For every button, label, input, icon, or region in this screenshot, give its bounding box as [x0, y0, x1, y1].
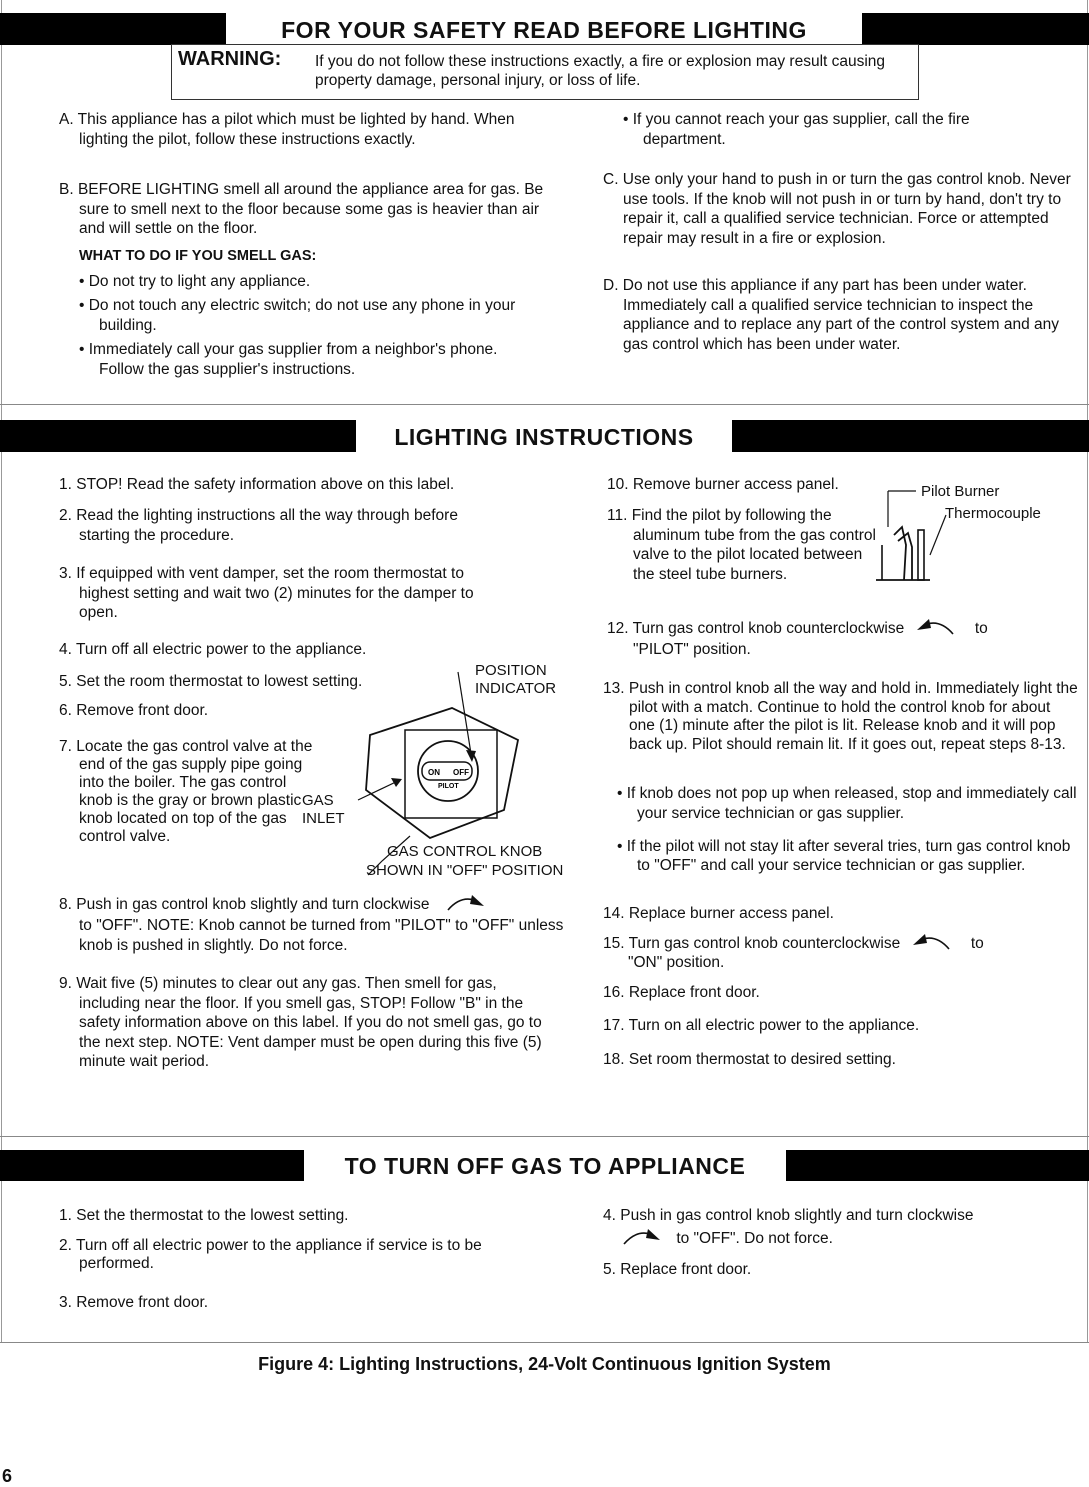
lighting-step-18: 18. Set room thermostat to desired setting.: [603, 1051, 896, 1068]
safety-bullet-2: • Do not touch any electric switch; do not use any phone in your building.: [79, 297, 516, 334]
counterclockwise-icon: [909, 933, 953, 951]
step-12-text: 12. Turn gas control knob counterclockwise: [607, 620, 905, 637]
right-border: [1087, 0, 1088, 1342]
section-divider: [0, 404, 1089, 405]
turnoff-step-1: 1. Set the thermostat to the lowest setting.: [59, 1207, 349, 1224]
warning-label: WARNING:: [178, 48, 282, 70]
counterclockwise-icon: [913, 618, 957, 636]
clockwise-icon: [444, 894, 488, 912]
lighting-step-3: 3. If equipped with vent damper, set the room thermostat to highest setting and wait two (2) minutes for the damper to open.: [59, 565, 474, 621]
lighting-step-13: 13. Push in control knob all the way and hold in. Immediately light the pilot with a match. Continue to hold the control knob for about one (1) minute after the pilot is lit. Release knob and it will pop back up. Pilot should remain lit. If it goes out, repeat steps 8-13.: [603, 680, 1078, 753]
lighting-title: LIGHTING INSTRUCTIONS: [356, 420, 732, 452]
bullet-text: If knob does not pop up when released, stop and immediately call your service technician or gas supplier.: [626, 785, 1077, 822]
bullet-text: Do not touch any electric switch; do not use any phone in your building.: [88, 297, 516, 334]
lighting-bullet-pilot: • If the pilot will not stay lit after several tries, turn gas control knob to "OFF" and call your service technician or gas supplier.: [617, 838, 1071, 874]
pilot-burner-diagram: [868, 485, 958, 595]
knob-on-label: ON: [428, 768, 440, 777]
lighting-step-6: 6. Remove front door.: [59, 702, 209, 719]
page-number: 6: [2, 1466, 13, 1486]
safety-item-a: A. This appliance has a pilot which must be lighted by hand. When lighting the pilot, follow these instructions exactly.: [59, 111, 515, 148]
safety-item-c: C. Use only your hand to push in or turn the gas control knob. Never use tools. If the knob will not push in or turn by hand, don't try to repair it, call a qualified service technician. Force or attempted repair may result in a fire or explosion.: [603, 171, 1071, 247]
bullet-text: Do not try to light any appliance.: [88, 273, 311, 290]
bullet-text: Immediately call your gas supplier from a neighbor's phone. Follow the gas supplier's instructions.: [88, 341, 498, 378]
safety-bullet-1: • Do not try to light any appliance.: [79, 273, 311, 290]
step-12-to: to: [974, 620, 988, 637]
safety-item-b: B. BEFORE LIGHTING smell all around the appliance area for gas. Be sure to smell next to the floor because some gas is heavier than air and will settle on the floor.: [59, 181, 544, 237]
gas-inlet-label: GAS INLET: [302, 792, 345, 827]
lighting-step-14: 14. Replace burner access panel.: [603, 905, 834, 922]
clockwise-icon: [620, 1228, 664, 1246]
thermocouple-label: Thermocouple: [945, 505, 1041, 522]
knob-off-label: OFF: [453, 768, 469, 777]
knob-pilot-label: PILOT: [438, 783, 459, 790]
lighting-step-15: [603, 933, 1073, 954]
step-8-text: 8. Push in gas control knob slightly and turn clockwise: [59, 896, 430, 913]
lighting-step-8: [59, 894, 579, 915]
bullet-text: If the pilot will not stay lit after several tries, turn gas control knob to "OFF" and call your service technician or gas supplier.: [626, 838, 1071, 874]
figure-caption: Figure 4: Lighting Instructions, 24-Volt Continuous Ignition System: [258, 1354, 831, 1374]
lighting-step-9: 9. Wait five (5) minutes to clear out any gas. Then smell for gas, including near the floor. If you smell gas, STOP! Follow "B" in the safety information above on this label. If you do not smell gas, go to the next step. NOTE: Vent damper must be open during this five (5) minute wait period.: [59, 975, 542, 1070]
lighting-step-12-cont: "PILOT" position.: [633, 641, 751, 658]
lighting-step-12: [607, 618, 1077, 639]
step-15-text: 15. Turn gas control knob counterclockwise: [603, 935, 901, 952]
turnoff-step-4: 4. Push in gas control knob slightly and turn clockwise: [603, 1207, 974, 1224]
safety-item-d: D. Do not use this appliance if any part has been under water. Immediately call a qualified service technician to inspect the appliance and to replace any part of the control system and any gas control which has been under water.: [603, 277, 1059, 353]
gas-inlet-arrow: [391, 778, 402, 787]
smell-gas-heading: WHAT TO DO IF YOU SMELL GAS:: [79, 248, 317, 264]
turnoff-step-2: 2. Turn off all electric power to the appliance if service is to be performed.: [59, 1237, 482, 1272]
pilot-burner-label: Pilot Burner: [921, 483, 1000, 500]
step-4-cont-text: to "OFF". Do not force.: [676, 1230, 833, 1247]
lighting-step-11: 11. Find the pilot by following the aluminum tube from the gas control valve to the pilot located between the steel tube burners.: [607, 507, 876, 583]
turnoff-step-3: 3. Remove front door.: [59, 1294, 209, 1311]
lighting-bullet-knob: • If knob does not pop up when released, stop and immediately call your service technician or gas supplier.: [617, 785, 1077, 822]
safety-title: FOR YOUR SAFETY READ BEFORE LIGHTING: [226, 13, 862, 45]
lighting-step-1: 1. STOP! Read the safety information above on this label.: [59, 476, 455, 493]
thermocouple-leader: [930, 515, 946, 555]
warning-text: If you do not follow these instructions exactly, a fire or explosion may result causing property damage, personal injury, or loss of life.: [315, 53, 886, 89]
lighting-step-17: 17. Turn on all electric power to the appliance.: [603, 1017, 920, 1034]
knob-caption-label: GAS CONTROL KNOB SHOWN IN "OFF" POSITION: [366, 843, 564, 879]
section-divider: [0, 1136, 1089, 1137]
lighting-step-16: 16. Replace front door.: [603, 984, 760, 1001]
lighting-step-7: 7. Locate the gas control valve at the end of the gas supply pipe going into the boiler. The gas control knob is the gray or brown plastic knob located on top of the gas control valve.: [59, 738, 313, 845]
lighting-step-5: 5. Set the room thermostat to lowest setting.: [59, 673, 363, 690]
left-border: [1, 0, 2, 1342]
lighting-step-10: 10. Remove burner access panel.: [607, 476, 839, 493]
turnoff-step-5: 5. Replace front door.: [603, 1261, 752, 1278]
thermocouple-rod: [918, 530, 924, 580]
lighting-step-15-cont: "ON" position.: [628, 954, 725, 971]
step-15-to: to: [970, 935, 984, 952]
turnoff-step-4-cont: [620, 1228, 920, 1249]
lighting-step-8-cont: to "OFF". NOTE: Knob cannot be turned from "PILOT" to "OFF" unless knob is pushed in slightly. Do not force.: [79, 917, 564, 954]
bullet-text: If you cannot reach your gas supplier, call the fire department.: [632, 111, 970, 148]
turnoff-title: TO TURN OFF GAS TO APPLIANCE: [304, 1150, 786, 1181]
lighting-step-2: 2. Read the lighting instructions all the way through before starting the procedure.: [59, 507, 458, 544]
safety-bullet-3: • Immediately call your gas supplier from a neighbor's phone. Follow the gas supplier's instructions.: [79, 341, 498, 378]
position-indicator-label: POSITION INDICATOR: [475, 662, 557, 697]
gas-inlet-leader: [358, 780, 400, 800]
lighting-step-4: 4. Turn off all electric power to the appliance.: [59, 641, 367, 658]
safety-bullet-4: • If you cannot reach your gas supplier, call the fire department.: [623, 111, 970, 148]
bottom-divider: [0, 1342, 1089, 1343]
